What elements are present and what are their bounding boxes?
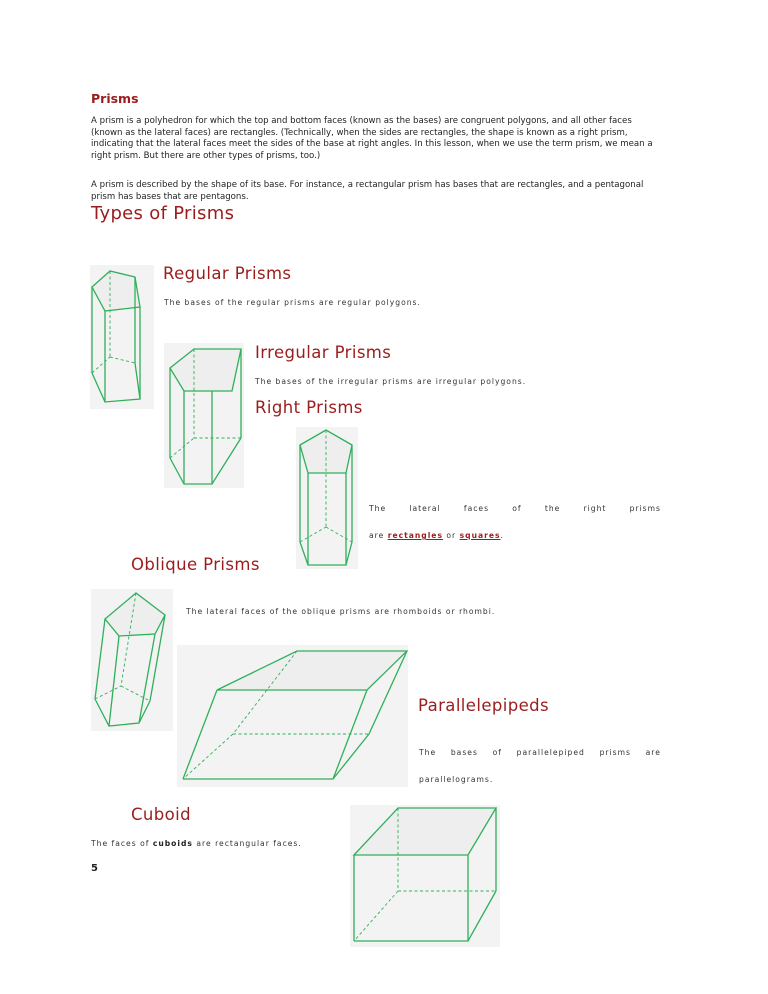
word: of <box>512 504 522 513</box>
word: . <box>500 531 504 540</box>
word: The <box>369 504 387 513</box>
types-heading: Types of Prisms <box>91 203 235 224</box>
oblique-prism-figure <box>91 589 173 731</box>
rectangles-link[interactable]: rectangles <box>387 531 443 540</box>
word: parallelepiped <box>516 748 585 757</box>
parallelepipeds-text-line1 <box>419 748 661 757</box>
cuboids-bold: cuboids <box>152 839 193 848</box>
intro-line: A prism is described by the shape of its base. For instance, a rectangular prism has bases that are rectangles, and a pentagonal <box>91 180 644 190</box>
intro-line: (known as the lateral faces) are rectangles. (Technically, when the sides are rectangles, the shape is known as a right prism, <box>91 127 628 138</box>
parallelepipeds-text-line2: parallelograms. <box>419 775 494 784</box>
page-title: Prisms <box>91 91 139 106</box>
regular-prisms-heading: Regular Prisms <box>163 264 292 283</box>
oblique-prisms-text: The lateral faces of the oblique prisms are rhomboids or rhombi. <box>186 607 496 616</box>
word: are rectangular faces. <box>196 839 302 848</box>
intro-paragraph-2 <box>91 180 691 203</box>
intro-paragraph-1 <box>91 116 691 162</box>
word: The <box>419 748 437 757</box>
cuboid-text <box>91 839 302 848</box>
word: faces <box>463 504 490 513</box>
cuboid-heading: Cuboid <box>131 805 192 824</box>
right-prisms-heading: Right Prisms <box>255 398 363 417</box>
right-prisms-text-line2 <box>369 531 504 540</box>
word: are <box>369 531 385 540</box>
intro-line: prism has bases that are pentagons. <box>91 191 249 202</box>
regular-prism-figure <box>90 265 154 409</box>
word: are <box>645 748 661 757</box>
intro-line: indicating that the lateral faces meet the sides of the base at right angles. In this lesson, when we use the term prism, we mean a <box>91 139 653 150</box>
parallelepiped-figure <box>177 645 408 787</box>
word: The faces of <box>91 839 150 848</box>
oblique-prisms-heading: Oblique Prisms <box>131 555 260 574</box>
right-prisms-text-line1 <box>369 504 661 513</box>
word: prisms <box>629 504 661 513</box>
parallelepipeds-heading: Parallelepipeds <box>418 696 550 715</box>
word: prisms <box>599 748 631 757</box>
regular-prisms-text: The bases of the regular prisms are regular polygons. <box>164 298 421 307</box>
page-number: 5 <box>91 863 98 874</box>
word: bases <box>450 748 478 757</box>
word: lateral <box>409 504 441 513</box>
irregular-prism-figure <box>164 343 244 488</box>
squares-link[interactable]: squares <box>459 531 501 540</box>
irregular-prisms-text: The bases of the irregular prisms are irregular polygons. <box>255 377 527 386</box>
word: the <box>544 504 561 513</box>
intro-line: right prism. But there are other types of prisms, too.) <box>91 150 321 161</box>
word: right <box>583 504 607 513</box>
right-prism-figure <box>296 427 358 569</box>
word: of <box>492 748 502 757</box>
cuboid-figure <box>350 805 500 947</box>
intro-line: A prism is a polyhedron for which the top and bottom faces (known as the bases) are congruent polygons, and all other faces <box>91 116 632 126</box>
word: or <box>446 531 457 540</box>
irregular-prisms-heading: Irregular Prisms <box>255 343 392 362</box>
